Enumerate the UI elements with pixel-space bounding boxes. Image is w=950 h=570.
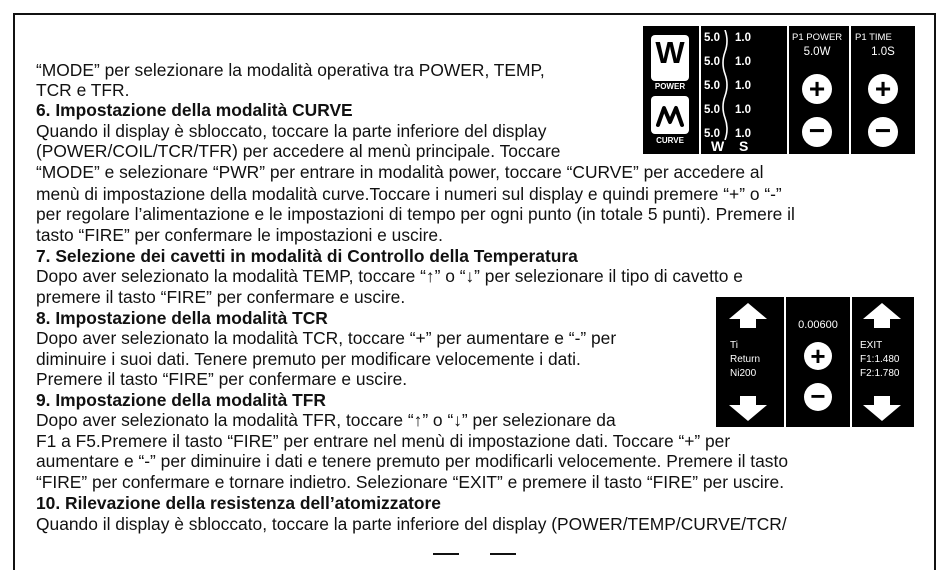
tfr-up-arrow-stem [874, 319, 890, 328]
tfr-list-item[interactable]: F2:1.780 [860, 368, 900, 379]
paragraph-line: F1 a F5.Premere il tasto “FIRE” per entrare nel menù di impostazione dati. Toccare “+” per [36, 431, 731, 451]
tfr-list-item[interactable]: EXIT [860, 340, 883, 351]
p1-time-label: P1 TIME [855, 32, 892, 43]
tcr-mode-display [716, 297, 914, 427]
section-heading: 7. Selezione dei cavetti in modalità di Controllo della Temperatura [36, 246, 578, 266]
paragraph-line: “FIRE” per confermare e tornare indietro. Selezionare “EXIT” e premere il tasto “FIRE” per uscire. [36, 472, 785, 492]
w-axis-label: W [711, 138, 725, 154]
watt-point-value[interactable]: 5.0 [704, 32, 720, 44]
panel-divider [699, 26, 701, 154]
time-point-value[interactable]: 1.0 [735, 56, 751, 68]
paragraph-line: tasto “FIRE” per confermare le impostazioni e uscire. [36, 225, 443, 245]
power-label: POWER [654, 82, 686, 91]
paragraph-line: “MODE” per selezionare la modalità operativa tra POWER, TEMP, [36, 60, 545, 80]
curve-icon [651, 96, 689, 134]
coil-up-arrow-stem [740, 319, 756, 328]
paragraph-line: TCR e TFR. [36, 80, 130, 100]
minus-icon: − [808, 115, 826, 146]
coil-down-arrow-icon[interactable] [729, 405, 767, 421]
time-minus-button[interactable] [868, 117, 898, 147]
time-point-value[interactable]: 1.0 [735, 128, 751, 140]
coil-type-item: Return [730, 354, 761, 365]
time-point-value[interactable]: 1.0 [735, 104, 751, 116]
tcr-minus-button[interactable] [804, 383, 832, 411]
tfr-down-arrow-stem [874, 396, 890, 405]
coil-type-item: Ti [730, 340, 738, 351]
tcr-plus-button[interactable] [804, 342, 832, 370]
time-point-value[interactable]: 1.0 [735, 32, 751, 44]
tfr-list-item[interactable]: F1:1.480 [860, 354, 900, 365]
minus-icon: − [810, 381, 826, 411]
minus-icon: − [874, 115, 892, 146]
page-mark-right [490, 553, 516, 555]
paragraph-line: Dopo aver selezionato la modalità TFR, toccare “↑” o “↓” per selezionare da [36, 410, 616, 430]
plus-icon: + [874, 73, 892, 104]
section-heading: 10. Rilevazione della resistenza dell’atomizzatore [36, 493, 441, 513]
curve-squiggle [720, 30, 730, 140]
coil-down-arrow-stem [740, 396, 756, 405]
paragraph-line: Quando il display è sbloccato, toccare la parte inferiore del display (POWER/TEMP/CURVE/TCR/ [36, 514, 787, 534]
p1-time-value: 1.0S [871, 46, 895, 58]
paragraph-line: Quando il display è sbloccato, toccare la parte inferiore del display [36, 121, 547, 141]
s-axis-label: S [739, 138, 749, 154]
section-heading: 6. Impostazione della modalità CURVE [36, 100, 353, 120]
time-point-value[interactable]: 1.0 [735, 80, 751, 92]
watt-point-value[interactable]: 5.0 [704, 56, 720, 68]
plus-icon: + [808, 73, 826, 104]
power-mode-icon [651, 35, 689, 81]
watt-icon-letter: W [655, 35, 685, 70]
paragraph-line: “MODE” e selezionare “PWR” per entrare in modalità power, toccare “CURVE” per accedere al [36, 162, 764, 182]
coil-up-arrow-icon[interactable] [729, 303, 767, 319]
tfr-up-arrow-icon[interactable] [863, 303, 901, 319]
watt-point-value[interactable]: 5.0 [704, 128, 720, 140]
paragraph-line: diminuire i suoi dati. Tenere premuto per modificare velocemente i dati. [36, 349, 581, 369]
power-plus-button[interactable] [802, 74, 832, 104]
page-mark-left [433, 553, 459, 555]
paragraph-line: (POWER/COIL/TCR/TFR) per accedere al menù principale. Toccare [36, 141, 561, 161]
paragraph-line: menù di impostazione della modalità curve.Toccare i numeri sul display e quindi premere “+” o “-” [36, 184, 782, 204]
watt-point-value[interactable]: 5.0 [704, 80, 720, 92]
p1-power-value: 5.0W [803, 46, 831, 58]
power-minus-button[interactable] [802, 117, 832, 147]
panel-divider [784, 297, 786, 427]
paragraph-line: aumentare e “-” per diminuire i dati e tenere premuto per modificarli velocemente. Premere il tasto [36, 451, 788, 471]
watt-point-value[interactable]: 5.0 [704, 104, 720, 116]
curve-mode-icon [651, 96, 689, 134]
paragraph-line: Premere il tasto “FIRE” per confermare e uscire. [36, 369, 408, 389]
paragraph-line: premere il tasto “FIRE” per confermare e uscire. [36, 287, 406, 307]
curve-mode-display [643, 26, 915, 154]
section-heading: 8. Impostazione della modalità TCR [36, 308, 328, 328]
paragraph-line: Dopo aver selezionato la modalità TEMP, toccare “↑” o “↓” per selezionare il tipo di cavetto e [36, 266, 743, 286]
panel-divider [850, 297, 852, 427]
tfr-down-arrow-icon[interactable] [863, 405, 901, 421]
coil-type-item: Ni200 [730, 368, 757, 379]
p1-power-label: P1 POWER [792, 32, 843, 43]
section-heading: 9. Impostazione della modalità TFR [36, 390, 326, 410]
plus-icon: + [810, 341, 826, 371]
paragraph-line: per regolare l’alimentazione e le impostazioni di tempo per ogni punto (in totale 5 punti). Premere il [36, 204, 795, 224]
curve-label: CURVE [656, 136, 684, 145]
tcr-value: 0.00600 [798, 319, 838, 331]
time-plus-button[interactable] [868, 74, 898, 104]
paragraph-line: Dopo aver selezionato la modalità TCR, toccare “+” per aumentare e “-” per [36, 328, 617, 348]
